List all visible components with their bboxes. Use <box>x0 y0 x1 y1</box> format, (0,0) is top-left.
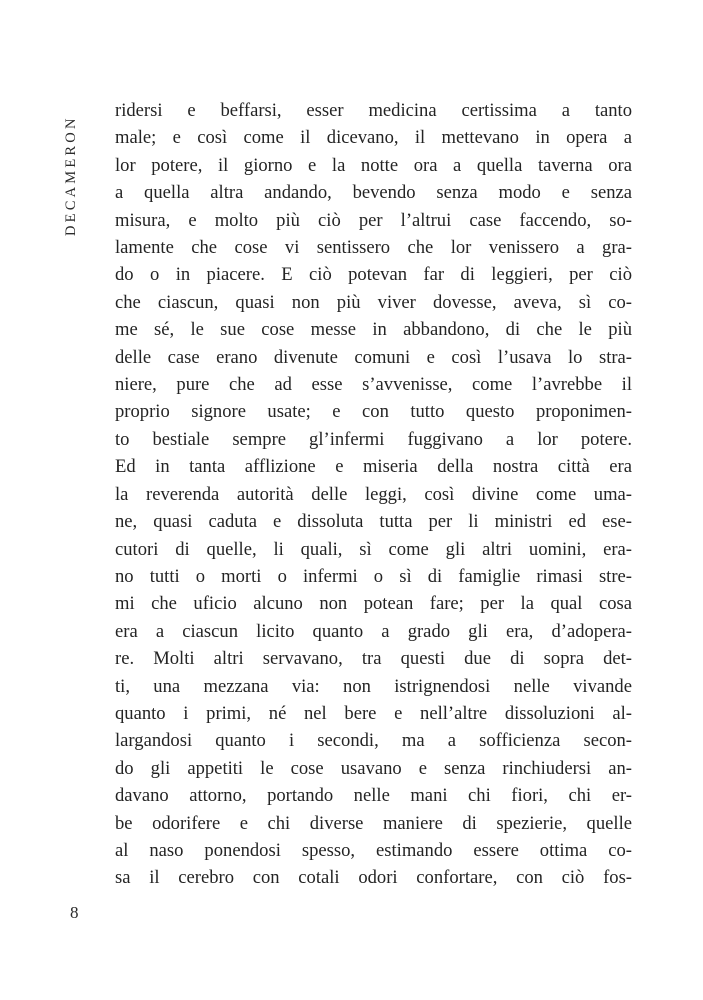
text-line: lor potere, il giorno e la notte ora a quella taverna ora <box>115 154 632 176</box>
text-line: re. Molti altri servavano, tra questi due di sopra det- <box>115 648 632 670</box>
text-line: do o in piacere. E ciò potevan far di leggieri, per ciò <box>115 264 632 286</box>
text-line: a quella altra andando, bevendo senza modo e senza <box>115 182 632 204</box>
text-line: al naso ponendosi spesso, estimando essere ottima co- <box>115 839 632 861</box>
text-line: mi che uficio alcuno non potean fare; per la qual cosa <box>115 593 632 615</box>
text-line: davano attorno, portando nelle mani chi fiori, chi er- <box>115 785 632 807</box>
text-line: Ed in tanta afflizione e miseria della nostra città era <box>115 456 632 478</box>
text-line: largandosi quanto i secondi, ma a sofficienza secon- <box>115 730 632 752</box>
text-line: la reverenda autorità delle leggi, così divine come uma- <box>115 483 632 505</box>
text-line: era a ciascun licito quanto a grado gli era, d’adopera- <box>115 620 632 642</box>
text-line: lamente che cose vi sentissero che lor venissero a gra- <box>115 237 632 259</box>
text-line: no tutti o morti o infermi o sì di famiglie rimasi stre- <box>115 565 632 587</box>
page-number: 8 <box>70 903 79 922</box>
text-line: do gli appetiti le cose usavano e senza rinchiudersi an- <box>115 757 632 779</box>
running-head: DECAMERON <box>63 115 79 236</box>
text-line: misura, e molto più ciò per l’altrui case faccendo, so- <box>115 209 632 231</box>
text-line: ne, quasi caduta e dissoluta tutta per li ministri ed ese- <box>115 511 632 533</box>
text-line: delle case erano divenute comuni e così l’usava lo stra- <box>115 346 632 368</box>
text-line: quanto i primi, né nel bere e nell’altre dissoluzioni al- <box>115 702 632 724</box>
text-line: sa il cerebro con cotali odori confortare, con ciò fos- <box>115 867 632 889</box>
text-line: ridersi e beffarsi, esser medicina certissima a tanto <box>115 100 632 121</box>
text-line: niere, pure che ad esse s’avvenisse, come l’avrebbe il <box>115 374 632 396</box>
text-line: to bestiale sempre gl’infermi fuggivano a lor potere. <box>115 428 632 450</box>
text-line: be odorifere e chi diverse maniere di spezierie, quelle <box>115 812 632 834</box>
text-line: che ciascun, quasi non più viver dovesse, aveva, sì co- <box>115 291 632 313</box>
text-line: male; e così come il dicevano, il mettevano in opera a <box>115 127 632 149</box>
text-line: me sé, le sue cose messe in abbandono, di che le più <box>115 319 632 341</box>
body-text <box>115 97 632 892</box>
text-line: proprio signore usate; e con tutto questo proponimen- <box>115 401 632 423</box>
text-line: cutori di quelle, li quali, sì come gli altri uomini, era- <box>115 538 632 560</box>
text-line: ti, una mezzana via: non istrignendosi nelle vivande <box>115 675 632 697</box>
